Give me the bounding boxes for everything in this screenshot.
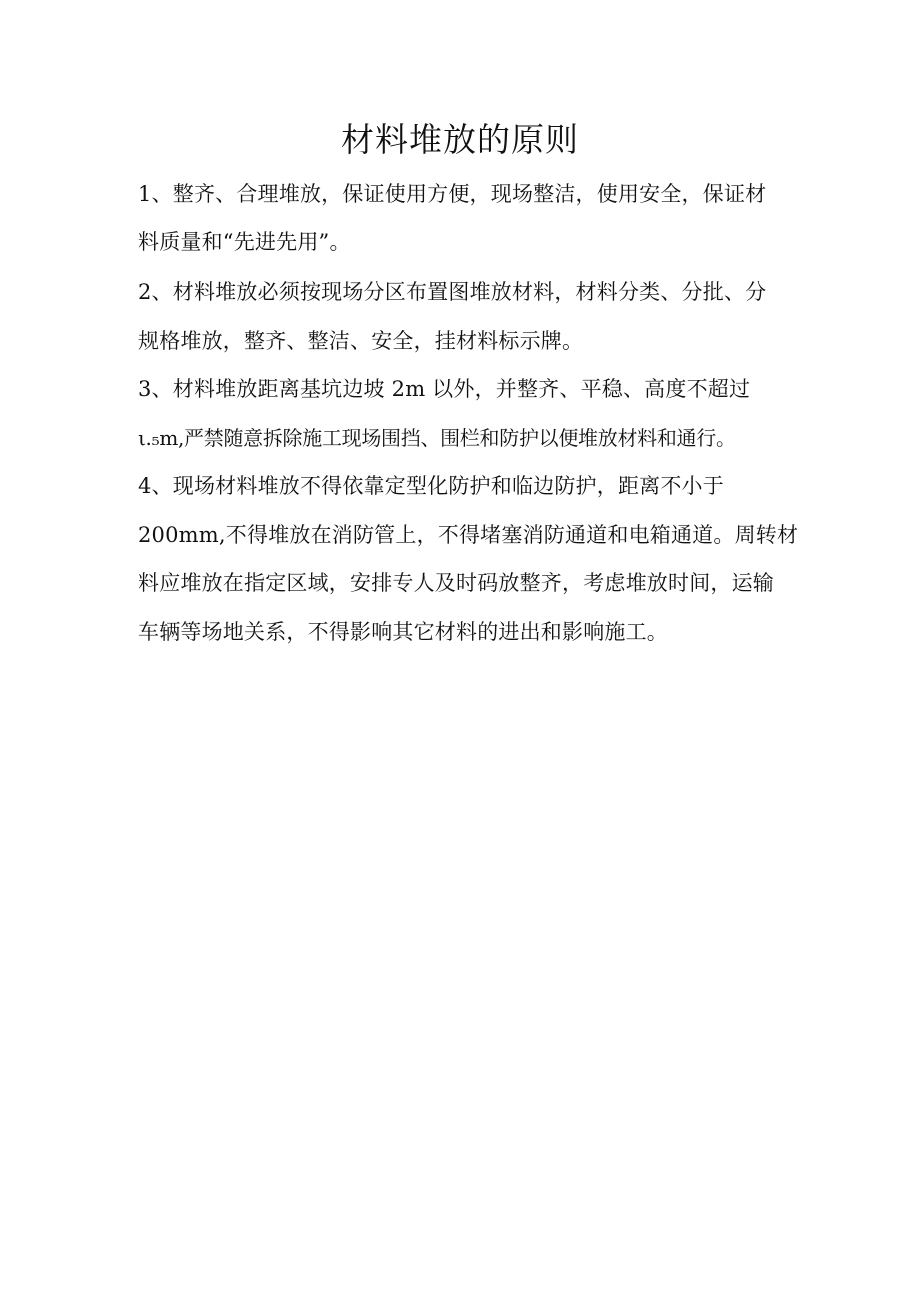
paragraph-3-line-2: ι.₅m,严禁随意拆除施工现场围挡、围栏和防护以便堆放材料和通行。 — [138, 426, 736, 450]
paragraph-4-line-3: 料应堆放在指定区域，安排专人及时码放整齐，考虑堆放时间，运输 — [138, 571, 774, 595]
paragraph-1-line-1: 1、整齐、合理堆放，保证使用方便，现场整洁，使用安全，保证材 — [138, 182, 767, 206]
paragraph-4-line-4: 车辆等场地关系，不得影响其它材料的进出和影响施工。 — [138, 620, 668, 644]
paragraph-4-line-2: 200mm,不得堆放在消防管上，不得堵塞消防通道和电箱通道。周转材 — [138, 523, 799, 547]
paragraph-2-line-1: 2、材料堆放必须按现场分区布置图堆放材料，材料分类、分批、分 — [138, 280, 767, 304]
paragraph-1-line-2: 料质量和“先进先用”。 — [138, 230, 351, 254]
document-title: 材料堆放的原则 — [341, 120, 579, 159]
paragraph-3-line-1: 3、材料堆放距离基坑边坡 2m 以外，并整齐、平稳、高度不超过 — [138, 377, 751, 401]
paragraph-2-line-2: 规格堆放，整齐、整洁、安全，挂材料标示牌。 — [138, 329, 584, 353]
paragraph-4-line-1: 4、现场材料堆放不得依靠定型化防护和临边防护，距离不小于 — [138, 474, 724, 498]
